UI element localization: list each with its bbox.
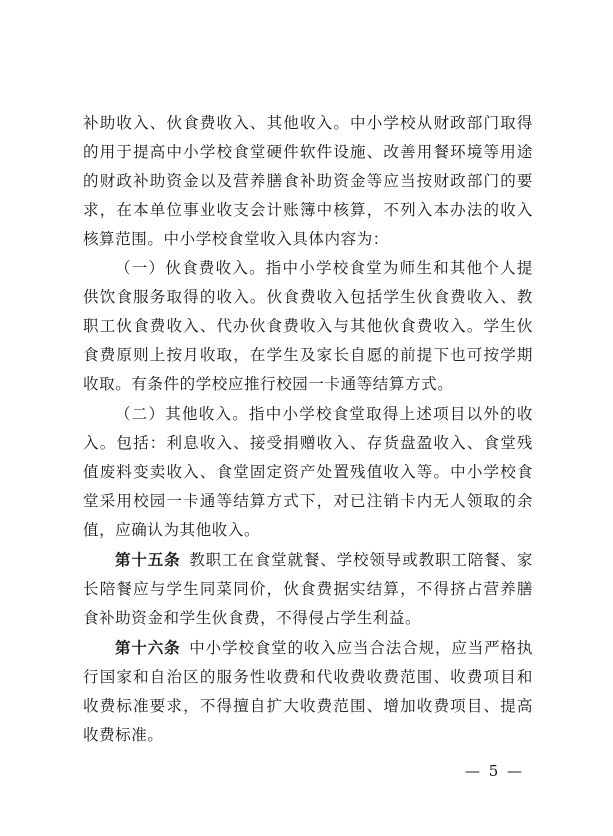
paragraph-2: （一）伙食费收入。指中小学校食堂为师生和其他个人提供饮食服务取得的收入。伙食费收入包括学生伙食费收入、教职工伙食费收入、代办伙食费收入与其他伙食费收入。学生伙食费原则上按月收取，在学生及家长自愿的前提下也可按学期收取。有条件的学校应推行校园一卡通等结算方式。 bbox=[83, 259, 533, 393]
article-16 bbox=[83, 633, 533, 750]
article-15-paragraph bbox=[83, 545, 533, 633]
article-15-text: 教职工在食堂就餐、学校领导或教职工陪餐、家长陪餐应与学生同菜同价，伙食费据实结算，不得挤占营养膳食补助资金和学生伙食费，不得侵占学生利益。 bbox=[83, 551, 533, 627]
article-16-text: 中小学校食堂的收入应当合法合规，应当严格执行国家和自治区的服务性收费和代收费收费范围、收费项目和收费标准要求，不得擅自扩大收费范围、增加收费项目、提高收费标准。 bbox=[83, 639, 533, 744]
paragraph-1: 补助收入、伙食费收入、其他收入。中小学校从财政部门取得的用于提高中小学校食堂硬件软件设施、改善用餐环境等用途的财政补助资金以及营养膳食补助资金等应当按财政部门的要求，在本单位事业收支会计账簿中核算，不列入本办法的收入核算范围。中小学校食堂收入具体内容为： bbox=[83, 114, 533, 248]
page-number: — 5 — bbox=[465, 762, 525, 780]
article-16-paragraph bbox=[83, 633, 533, 750]
article-16-label: 第十六条 bbox=[115, 638, 181, 657]
article-15-label: 第十五条 bbox=[115, 550, 181, 569]
paragraph-other-income bbox=[83, 400, 533, 545]
paragraph-continuation bbox=[83, 109, 533, 254]
article-15 bbox=[83, 545, 533, 633]
paragraph-3: （二）其他收入。指中小学校食堂取得上述项目以外的收入。包括：利息收入、接受捐赠收入、存货盘盈收入、食堂残值废料变卖收入、食堂固定资产处置残值收入等。中小学校食堂采用校园一卡通等结算方式下，对已注销卡内无人领取的余值，应确认为其他收入。 bbox=[83, 405, 533, 539]
paragraph-meal-fee-income bbox=[83, 254, 533, 399]
